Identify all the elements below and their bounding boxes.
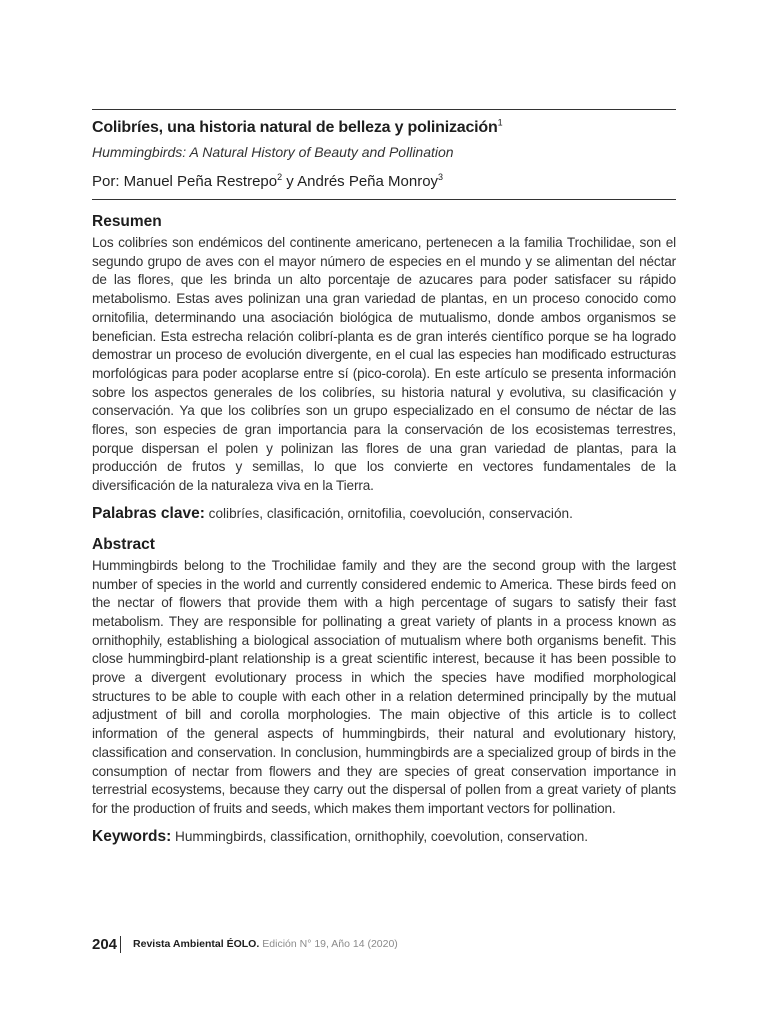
- author-2-footnote-marker: 3: [438, 172, 444, 182]
- top-rule: [92, 109, 676, 110]
- journal-edition: Edición N° 19, Año 14 (2020): [262, 938, 398, 950]
- article-page: [92, 0, 676, 847]
- title-footnote-marker: 1: [497, 117, 503, 128]
- keywords: [92, 827, 676, 847]
- page-number: 204: [92, 935, 118, 953]
- resumen-paragraph: Los colibríes son endémicos del continente americano, pertenecen a la familia Trochilidae, son el segundo grupo de aves con el mayor número de especies en el mundo y se alimentan del néctar de las flores, que les brinda un alto porcentaje de azucares para poder satisfacer su rápido metabolismo. Estas aves polinizan una gran variedad de plantas, en un proceso conocido como ornitofilia, determinando una asociación biológica de mutualismo, donde ambos organismos se benefician. Esta estrecha relación colibrí-planta es de gran interés científico porque se ha logrado demostrar un proceso de evolución divergente, en el cual las especies han modificado estructuras morfológicas para poder acoplarse entre sí (pico-corola). En este artículo se presenta información sobre los aspectos generales de los colibríes, su historia natural y evolutiva, su clasificación y conservación. Ya que los colibríes son un grupo especializado en el consumo de néctar de las flores, son especies de gran importancia para la conservación de los ecosistemas terrestres, porque dispersan el polen y polinizan las flores de una gran variedad de plantas, para la producción de frutos y semillas, lo que los convierte en vectores fundamentales de la diversificación de la naturaleza viva en la Tierra.: [92, 235, 676, 494]
- article-authors: [92, 172, 676, 192]
- resumen-heading: Resumen: [92, 213, 162, 230]
- footer-divider: [120, 936, 121, 953]
- page-footer: [92, 934, 398, 954]
- header-rule: [92, 199, 676, 200]
- abstract-heading: Abstract: [92, 535, 155, 553]
- journal-name: Revista Ambiental ÉOLO.: [133, 938, 260, 950]
- keywords-label: Keywords:: [92, 827, 172, 845]
- palabras-clave: [92, 504, 676, 524]
- palabras-clave-list: colibríes, clasificación, ornitofilia, coevolución, conservación.: [204, 505, 573, 521]
- article-title-text: Colibríes, una historia natural de belleza y polinización: [92, 119, 498, 136]
- palabras-clave-label: Palabras clave:: [92, 504, 205, 522]
- abstract-paragraph: Hummingbirds belong to the Trochilidae family and they are the second group with the largest number of species in the world and currently considered endemic to America. These birds feed on the nectar of flowers that provide them with a high percentage of sugars to satisfy their fast metabolism. They are responsible for pollinating a great variety of plants in a process known as ornithophily, establishing a biological association of mutualism where both organisms benefit. This close hummingbird-plant relationship is a great scientific interest, because it has been possible to prove a divergent evolutionary process in which the species have modified morphological structures to be able to couple with each other in a relation determined principally by the mutual adjustment of bill and corolla morphologies. The main objective of this article is to collect information of the general aspects of hummingbirds, their natural and evolutionary history, classification and conservation. In conclusion, hummingbirds are a specialized group of birds in the consumption of nectar from flowers and they are species of great conservation importance in terrestrial ecosystems, because they carry out the dispersal of pollen from a great variety of plants for the production of fruits and seeds, which makes them important vectors for pollination.: [92, 557, 676, 816]
- article-subtitle: Hummingbirds: A Natural History of Beauty and Pollination: [92, 144, 454, 160]
- author-1-footnote-marker: 2: [277, 172, 283, 182]
- article-title: [92, 118, 676, 138]
- author-1: Por: Manuel Peña Restrepo: [92, 173, 278, 190]
- author-2: y Andrés Peña Monroy: [282, 173, 439, 190]
- keywords-list: Hummingbirds, classification, ornithophily, coevolution, conservation.: [171, 828, 589, 844]
